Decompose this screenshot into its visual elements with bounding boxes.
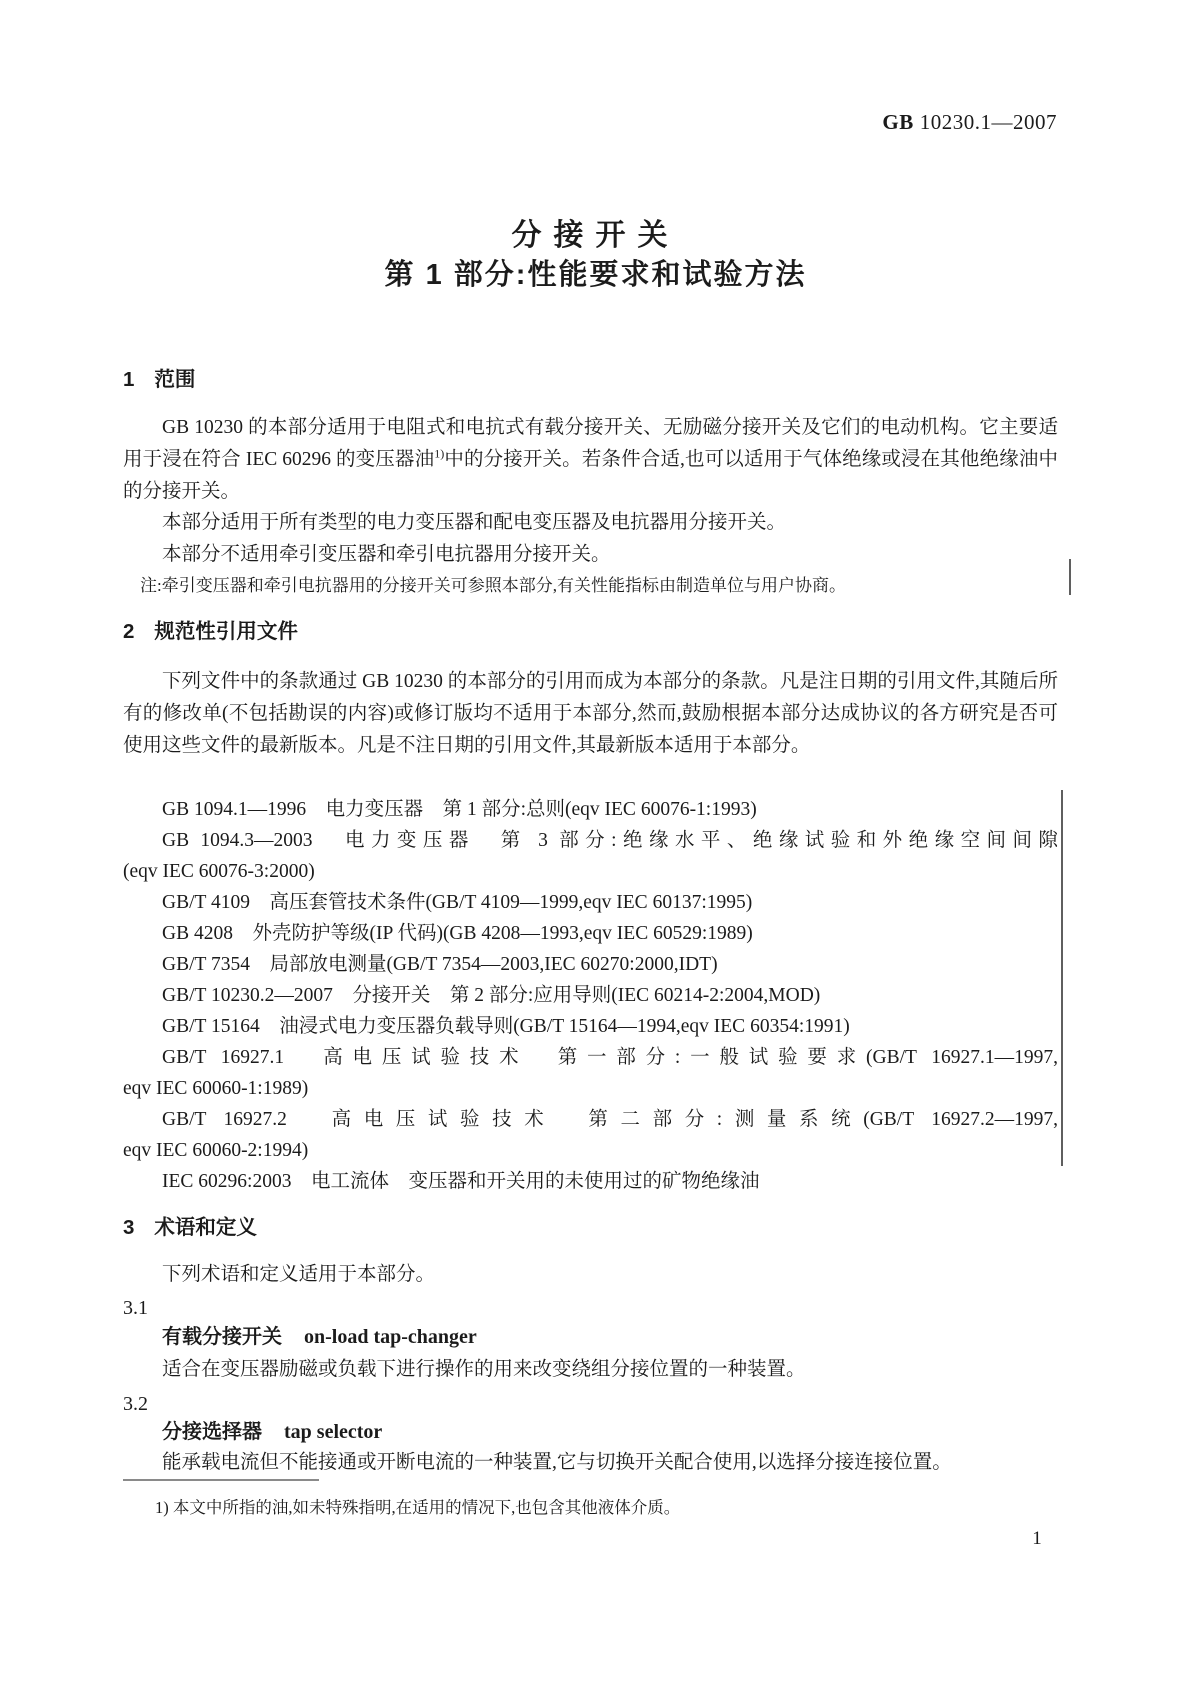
reference-text: GB 1094.3—2003 电力变压器 第 3 部分:绝缘水平、绝缘试验和外绝缘空间间隙 [162, 830, 1058, 851]
section-1-paragraph-1 [123, 412, 1058, 508]
reference-text: GB 1094.1—1996 电力变压器 第 1 部分:总则(eqv IEC 60076-1:1993) [162, 799, 757, 820]
term-2-definition: 能承载电流但不能接通或开断电流的一种装置,它与切换开关配合使用,以选择分接连接位置。 [162, 1452, 952, 1473]
reference-text-cont: eqv IEC 60060-1:1989) [123, 1078, 309, 1099]
reference-item [123, 887, 1058, 918]
reference-text: GB 4208 外壳防护等级(IP 代码)(GB 4208—1993,eqv IEC 60529:1989) [162, 923, 753, 944]
reference-text: GB/T 15164 油浸式电力变压器负载导则(GB/T 15164—1994,eqv IEC 60354:1991) [162, 1016, 850, 1037]
page-number: 1 [1032, 1528, 1042, 1549]
doc-title-line1: 分接开关 [511, 219, 680, 252]
footnote-text: 1) 本文中所指的油,如未特殊指明,在适用的情况下,也包含其他液体介质。 [155, 1498, 681, 1517]
change-bar [1069, 559, 1071, 595]
reference-item [123, 1011, 1058, 1042]
paragraph-text: GB 10230 的本部分适用于电阻式和电抗式有载分接开关、无励磁分接开关及它们的电动机构。它主要适用于浸在符合 IEC 60296 的变压器油 [123, 417, 1058, 470]
reference-item [123, 1166, 1058, 1197]
term-1-title [123, 1322, 1058, 1352]
reference-item [123, 918, 1058, 949]
reference-item [123, 949, 1058, 980]
term-1-en: on-load tap-changer [304, 1326, 477, 1348]
term-2-title [123, 1417, 1058, 1447]
section-3-intro: 下列术语和定义适用于本部分。 [162, 1264, 436, 1285]
section-2-title: 规范性引用文件 [154, 620, 298, 643]
term-2-zh: 分接选择器 [162, 1421, 262, 1443]
section-1-heading [123, 366, 1058, 394]
reference-item [123, 980, 1058, 1011]
section-1-title: 范围 [154, 368, 196, 391]
section-1-paragraph-2: 本部分适用于所有类型的电力变压器和配电变压器及电抗器用分接开关。 [162, 512, 787, 533]
reference-text: IEC 60296:2003 电工流体 变压器和开关用的未使用过的矿物绝缘油 [162, 1171, 760, 1192]
section-2-intro: 下列文件中的条款通过 GB 10230 的本部分的引用而成为本部分的条款。凡是注日期的引用文件,其随后所有的修改单(不包括勘误的内容)或修订版均不适用于本部分,然而,鼓励根据本部分达成协议的各方研究是否可使用这些文件的最新版本。凡是不注日期的引用文件,其最新版本适用于本部分。 [123, 671, 1058, 756]
reference-item [123, 1042, 1058, 1104]
section-3-heading [123, 1214, 1058, 1242]
doc-code-prefix: GB [882, 110, 914, 134]
section-1-note: 注:牵引变压器和牵引电抗器用的分接开关可参照本部分,有关性能指标由制造单位与用户协商。 [140, 576, 846, 595]
section-3-number: 3 [123, 1216, 135, 1239]
reference-text-cont: (eqv IEC 60076-3:2000) [123, 861, 315, 882]
reference-text: GB/T 16927.1 高电压试验技术 第一部分:一般试验要求(GB/T 16927.1—1997, [162, 1047, 1058, 1068]
reference-text: GB/T 16927.2 高电压试验技术 第二部分:测量系统(GB/T 16927.2—1997, [162, 1109, 1058, 1130]
reference-item [123, 794, 1058, 825]
reference-text: GB/T 10230.2—2007 分接开关 第 2 部分:应用导则(IEC 60214-2:2004,MOD) [162, 985, 821, 1006]
footnote-ref-mark: 1) [434, 446, 445, 461]
section-3-title: 术语和定义 [154, 1216, 257, 1239]
footnote-divider [123, 1479, 319, 1481]
reference-text: GB/T 7354 局部放电测量(GB/T 7354—2003,IEC 60270:2000,IDT) [162, 954, 718, 975]
change-bar [1061, 790, 1063, 1166]
section-1-number: 1 [123, 368, 135, 391]
reference-text-cont: eqv IEC 60060-2:1994) [123, 1140, 309, 1161]
section-2-number: 2 [123, 620, 135, 643]
term-2-id: 3.2 [123, 1393, 148, 1415]
term-2-en: tap selector [284, 1421, 383, 1443]
term-1-zh: 有载分接开关 [162, 1326, 282, 1348]
paragraph-text: 中的分接开关。若条件合适,也可以适用于气体绝缘或浸在其他绝缘油中的分接开关。 [123, 449, 1058, 502]
reference-text: GB/T 4109 高压套管技术条件(GB/T 4109—1999,eqv IEC 60137:1995) [162, 892, 753, 913]
term-1-id: 3.1 [123, 1297, 148, 1319]
doc-code-number: 10230.1—2007 [919, 110, 1057, 134]
section-1-paragraph-3: 本部分不适用牵引变压器和牵引电抗器用分接开关。 [162, 544, 611, 565]
normative-references-list [123, 794, 1058, 1197]
doc-title-line2: 第 1 部分:性能要求和试验方法 [384, 259, 807, 291]
reference-item [123, 825, 1058, 887]
section-2-heading [123, 618, 1058, 646]
doc-code-header [882, 110, 1057, 135]
reference-item [123, 1104, 1058, 1166]
term-1-definition: 适合在变压器励磁或负载下进行操作的用来改变绕组分接位置的一种装置。 [162, 1359, 806, 1380]
